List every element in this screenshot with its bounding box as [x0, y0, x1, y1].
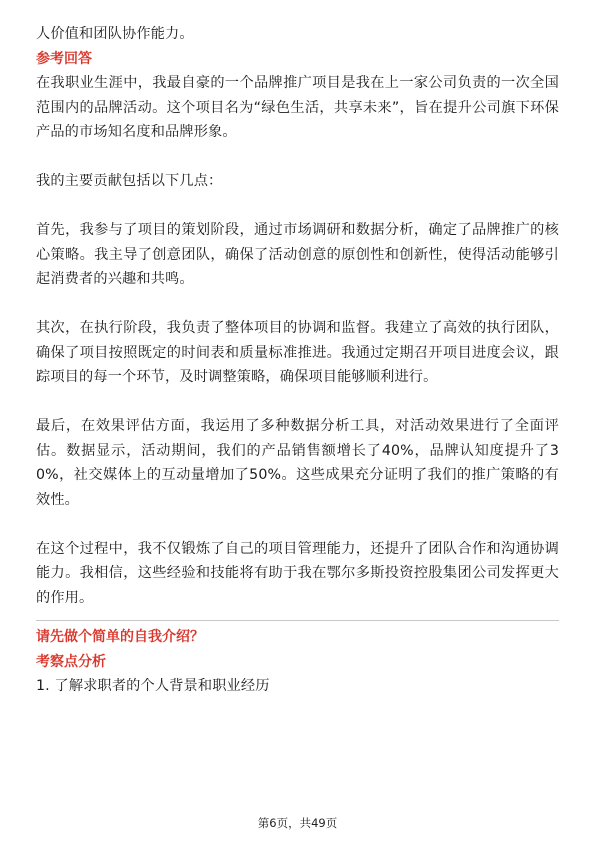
next-question-heading: 请先做个简单的自我介绍？: [36, 629, 204, 645]
page-content: [36, 22, 559, 699]
paragraph-gap: [36, 390, 559, 415]
page-indicator: 第6页，共49页: [257, 816, 338, 830]
answer-paragraph-2: 我的主要贡献包括以下几点：: [36, 173, 223, 189]
section-divider: [36, 620, 559, 621]
answer-heading: 参考回答: [36, 50, 92, 67]
paragraph-gap: [36, 512, 559, 537]
paragraph-gap: [36, 194, 559, 219]
paragraph-gap: [36, 292, 559, 317]
analysis-item-1: 1. 了解求职者的个人背景和职业经历: [36, 678, 270, 694]
analysis-heading: 考察点分析: [36, 653, 106, 670]
answer-paragraph-1: 在我职业生涯中，我最自豪的一个品牌推广项目是我在上一家公司负责的一次全国范围内的品牌活动。这个项目名为“绿色生活，共享未来”，旨在提升公司旗下环保产品的市场知名度和品牌形象。: [36, 75, 559, 140]
paragraph-gap: [36, 145, 559, 170]
answer-paragraph-4: 其次，在执行阶段，我负责了整体项目的协调和监督。我建立了高效的执行团队，确保了项目按照既定的时间表和质量标准推进。我通过定期召开项目进度会议，跟踪项目的每一个环节，及时调整策略，确保项目能够顺利进行。: [36, 320, 559, 385]
answer-paragraph-3: 首先，我参与了项目的策划阶段，通过市场调研和数据分析，确定了品牌推广的核心策略。我主导了创意团队，确保了活动创意的原创性和创新性，使得活动能够引起消费者的兴趣和共鸣。: [36, 222, 559, 287]
answer-paragraph-5: 最后，在效果评估方面，我运用了多种数据分析工具，对活动效果进行了全面评估。数据显示，活动期间，我们的产品销售额增长了40%，品牌认知度提升了30%，社交媒体上的互动量增加了50%。这些成果充分证明了我们的推广策略的有效性。: [36, 418, 559, 508]
intro-tail-text: 人价值和团队协作能力。: [36, 26, 194, 42]
answer-paragraph-6: 在这个过程中，我不仅锻炼了自己的项目管理能力，还提升了团队合作和沟通协调能力。我相信，这些经验和技能将有助于我在鄂尔多斯投资控股集团公司发挥更大的作用。: [36, 540, 559, 606]
